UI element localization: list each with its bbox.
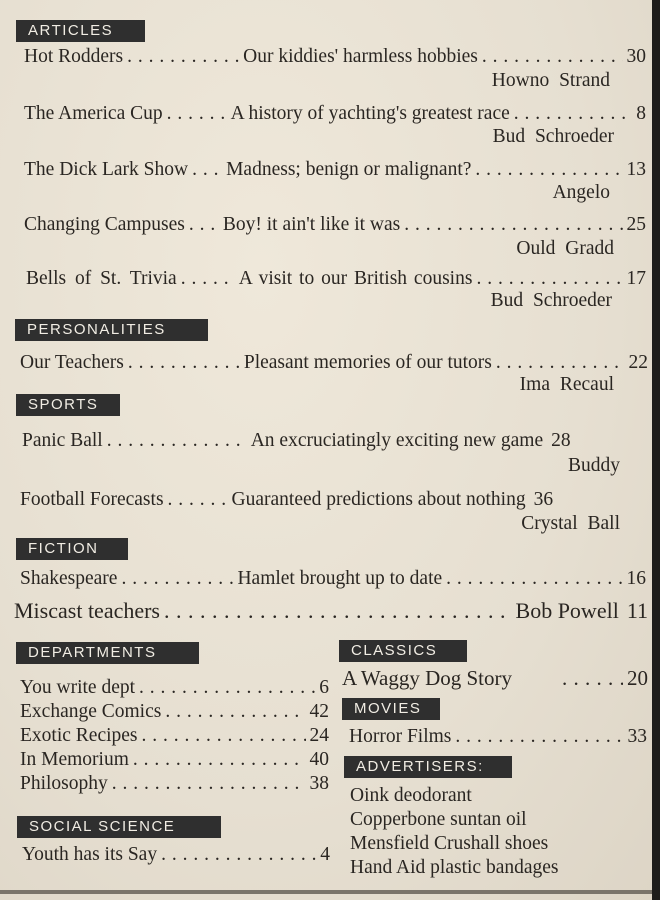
advertiser-item: Oink deodorant <box>350 785 472 806</box>
entry-description: Guaranteed predictions about nothing <box>231 489 526 510</box>
entry-title: Exchange Comics <box>20 701 162 722</box>
entry-title: Hot Rodders <box>24 46 124 67</box>
toc-entry <box>20 773 329 795</box>
toc-entry <box>342 666 648 691</box>
entry-page: 28 <box>551 430 571 451</box>
entry-author: Bud Schroeder <box>492 126 614 147</box>
entry-page: 40 <box>309 749 329 770</box>
entry-author: Buddy <box>567 455 620 476</box>
leader-dots <box>167 103 227 125</box>
entry-page: 8 <box>636 103 646 124</box>
entry-title: Horror Films <box>349 726 452 747</box>
entry-author: Howno Strand <box>491 70 610 91</box>
toc-entry <box>20 677 329 699</box>
leader-dots <box>139 677 315 699</box>
entry-page: 42 <box>309 701 329 722</box>
section-header-personalities: PERSONALITIES <box>15 319 208 341</box>
entry-description: Pleasant memories of our tutors <box>243 352 492 373</box>
leader-dots <box>161 844 316 866</box>
leader-dots <box>404 214 622 236</box>
entry-title: Philosophy <box>20 773 108 794</box>
leader-dots <box>142 725 306 747</box>
section-header-articles: ARTICLES <box>16 20 145 42</box>
entry-page: 30 <box>626 46 646 67</box>
entry-description: Hamlet brought up to date <box>237 568 443 589</box>
entry-author: Ould Gradd <box>516 238 614 259</box>
section-header-sports: SPORTS <box>16 394 120 416</box>
entry-title: Panic Ball <box>22 430 103 451</box>
toc-entry <box>24 46 646 68</box>
entry-page: 6 <box>319 677 329 698</box>
leader-dots <box>168 489 228 511</box>
entry-author: Angelo <box>552 182 610 203</box>
page-edge-shadow <box>652 0 660 900</box>
toc-entry <box>22 844 330 866</box>
entry-title: In Memorium <box>20 749 129 770</box>
entry-title: Football Forecasts <box>20 489 164 510</box>
advertiser-item: Mensfield Crushall shoes <box>350 833 549 854</box>
toc-entry <box>349 726 647 748</box>
entry-author: Ima Recaul <box>519 374 614 395</box>
leader-dots <box>127 46 239 68</box>
entry-title: Exotic Recipes <box>20 725 138 746</box>
advertiser-item: Hand Aid plastic bandages <box>350 857 559 878</box>
toc-entry <box>20 725 329 747</box>
toc-entry <box>20 568 646 590</box>
entry-page: 16 <box>626 568 646 589</box>
toc-entry <box>24 214 646 236</box>
entry-description: Boy! it ain't like it was <box>222 214 401 235</box>
entry-title: You write dept <box>20 677 136 698</box>
leader-dots <box>112 773 306 795</box>
leader-dots <box>192 159 222 181</box>
entry-author: Crystal Ball <box>521 513 620 534</box>
leader-dots <box>496 352 625 374</box>
advertiser-item: Copperbone suntan oil <box>350 809 527 830</box>
section-header-departments: DEPARTMENTS <box>16 642 199 664</box>
section-header-movies: MOVIES <box>342 698 440 720</box>
entry-author: Bud Schroeder <box>490 290 612 311</box>
entry-page: 4 <box>320 844 330 865</box>
toc-entry <box>24 159 646 181</box>
entry-page: 33 <box>627 726 647 747</box>
leader-dots <box>133 749 306 771</box>
toc-entry-miscast <box>14 598 648 624</box>
entry-page: 22 <box>628 352 648 373</box>
entry-title: Shakespeare <box>20 568 118 589</box>
entry-description: Our kiddies' harmless hobbies <box>243 46 478 67</box>
leader-dots <box>562 666 623 691</box>
toc-entry <box>20 701 329 723</box>
toc-entry <box>20 489 650 511</box>
leader-dots <box>476 268 622 290</box>
entry-page: 11 <box>626 598 648 623</box>
entry-title: Youth has its Say <box>22 844 158 865</box>
entry-title: The Dick Lark Show <box>24 159 189 180</box>
leader-dots <box>482 46 623 68</box>
bottom-rule <box>0 890 652 894</box>
section-header-fiction: FICTION <box>16 538 128 560</box>
leader-dots <box>446 568 622 590</box>
leader-dots <box>128 352 240 374</box>
entry-title: Our Teachers <box>20 352 124 373</box>
section-header-social-science: SOCIAL SCIENCE <box>17 816 221 838</box>
toc-entry <box>20 749 329 771</box>
leader-dots <box>165 701 305 723</box>
leader-dots <box>514 103 632 125</box>
entry-description: A visit to our British cousins <box>238 268 473 289</box>
leader-dots <box>107 430 247 452</box>
leader-dots <box>189 214 219 236</box>
toc-entry <box>22 430 648 452</box>
entry-page: 13 <box>626 159 646 180</box>
entry-page: 36 <box>533 489 554 510</box>
entry-page: 25 <box>626 214 646 235</box>
entry-description: A history of yachting's greatest race <box>230 103 510 124</box>
entry-title: A Waggy Dog Story <box>342 666 513 690</box>
leader-dots <box>121 568 233 590</box>
entry-title: Changing Campuses <box>24 214 185 235</box>
toc-entry <box>20 352 648 374</box>
toc-entry <box>26 268 646 290</box>
leader-dots <box>455 726 623 748</box>
entry-title: The America Cup <box>24 103 163 124</box>
leader-dots <box>164 598 512 624</box>
section-header-classics: CLASSICS <box>339 640 467 662</box>
entry-author: Bob Powell <box>515 598 619 623</box>
entry-title: Bells of St. Trivia <box>26 268 177 289</box>
entry-title: Miscast teachers <box>14 598 160 623</box>
entry-page: 38 <box>309 773 329 794</box>
toc-entry <box>24 103 646 125</box>
section-header-advertisers: ADVERTISERS: <box>344 756 512 778</box>
entry-description: Madness; benign or malignant? <box>226 159 472 180</box>
entry-page: 17 <box>626 268 646 289</box>
leader-dots <box>475 159 622 181</box>
entry-page: 20 <box>627 666 648 690</box>
entry-description: An excruciatingly exciting new game <box>250 430 544 451</box>
leader-dots <box>181 268 235 290</box>
entry-page: 24 <box>309 725 329 746</box>
